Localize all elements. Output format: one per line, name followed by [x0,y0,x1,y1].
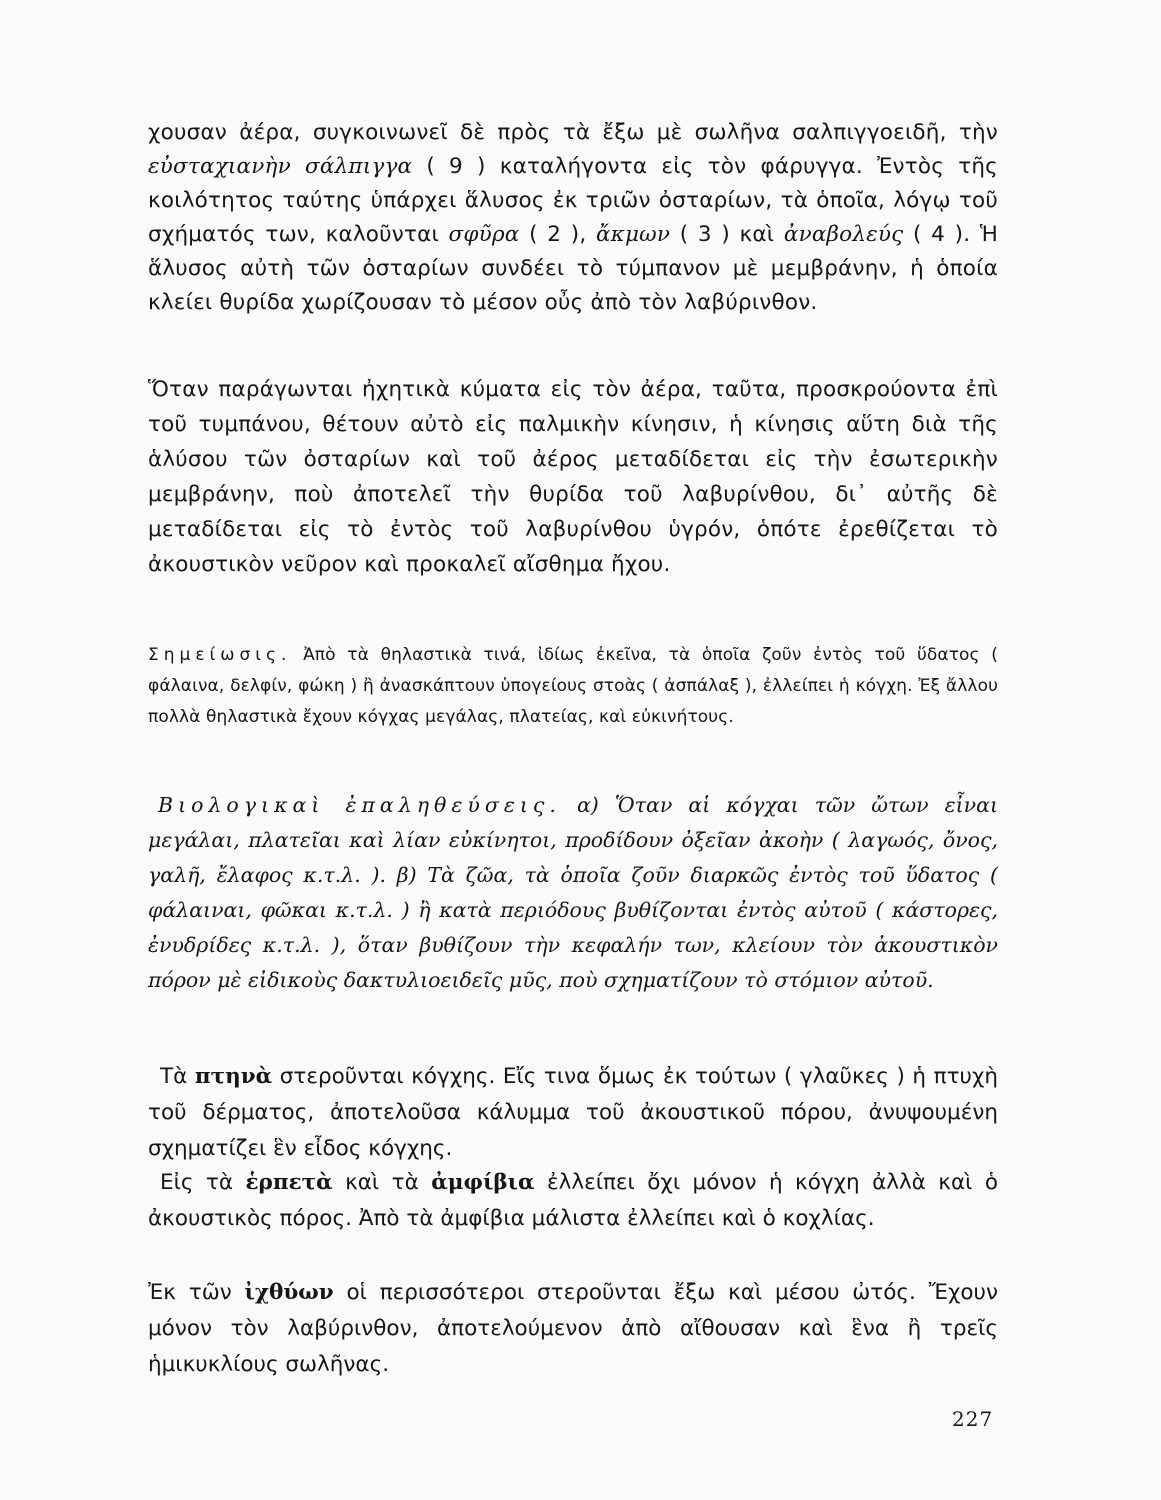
text: ( 4 ). Ἡ ἅλυσος αὐτὴ τῶν ὀσταρίων συνδέει τὸ τύμπανον μὲ μεμβράνην, ἡ ὁποία κλείει θυρίδα χωρίζουσαν τὸ μέσον οὖς ἀπὸ τὸν λαβύρινθον. [148,222,998,315]
paragraph-biological-verifications [148,788,998,998]
text: Ἐκ τῶν [148,1280,245,1305]
text: Εἰς τὰ [160,1170,246,1195]
term-amphibians: ἀμφίβια [431,1170,535,1195]
bio-heading: Βιολογικαὶ ἐπαληθεύσεις. [158,793,561,817]
text: ἐλλείπει ὄχι μόνον ἡ κόγχη ἀλλὰ καὶ ὁ ἀκουστικὸς πόρος. Ἀπὸ τὰ ἀμφίβια μάλιστα ἐλλείπει καὶ ὁ κοχλίας. [148,1170,998,1231]
paragraph-reptiles-amphibians [148,1165,998,1237]
note-paragraph [148,640,998,733]
paragraph-middle-ear [148,116,998,320]
text: χουσαν ἀέρα, συγκοινωνεῖ δὲ πρὸς τὰ ἔξω μὲ σωλῆνα σαλπιγγοειδῆ, τὴν [148,120,998,145]
paragraph-fish [148,1275,998,1383]
term-incus: ἄκμων [595,222,671,247]
term-eustachian-tube: εὐσταχιανὴν σάλπιγγα [148,154,413,179]
text: στεροῦνται κόγχης. Εἴς τινα ὅμως ἐκ τούτων ( γλαῦκες ) ἡ πτυχὴ τοῦ δέρματος, ἀποτελοῦσα κάλυμμα τοῦ ἀκουστικοῦ πόρου, ἀνυψουμένη σχηματίζει ἓν εἶδος κόγχης. [148,1064,999,1161]
text: ( 3 ) καὶ [670,222,784,247]
term-reptiles: ἑρπετὰ [245,1170,333,1195]
note-label: Σημείωσις. [148,645,292,665]
paragraph-birds [148,1059,998,1167]
page-number: 227 [952,1407,994,1431]
term-stapes: ἀναβολεύς [783,222,904,247]
term-malleus: σφῦρα [448,222,520,247]
bio-text: α) Ὅταν αἱ κόγχαι τῶν ὤτων εἶναι μεγάλαι, πλατεῖαι καὶ λίαν εὐκίνητοι, προδίδουν ὀξεῖαν ἀκοὴν ( λαγωός, ὄνος, γαλῆ, ἔλαφος κ.τ.λ. ). β) Τὰ ζῶα, τὰ ὁποῖα ζοῦν διαρκῶς ἐντὸς τοῦ ὕδατος ( φάλαιναι, φῶκαι κ.τ.λ. ) ἢ κατὰ περιόδους βυθίζονται ἐντὸς αὐτοῦ ( κάστορες, ἐνυδρίδες κ.τ.λ. ), ὅταν βυθίζουν τὴν κεφαλήν των, κλείουν τὸν ἀκουστικὸν πόρον μὲ εἰδικοὺς δακτυλιοειδεῖς μῦς, ποὺ σχηματίζουν τὸ στόμιον αὐτοῦ. [148,793,998,992]
text: Τὰ [160,1064,195,1089]
text: καὶ τὰ [332,1170,432,1195]
text: οἱ περισσότεροι στεροῦνται ἔξω καὶ μέσου ὠτός. Ἔχουν μόνον τὸν λαβύρινθον, ἀποτελούμενον ἀπὸ αἴθουσαν καὶ ἓνα ἢ τρεῖς ἡμικυκλίους σωλῆνας. [148,1280,998,1377]
term-birds: πτηνὰ [194,1064,273,1089]
text: ( 2 ), [519,222,596,247]
note-text: Ἀπὸ τὰ θηλαστικὰ τινά, ἰδίως ἐκεῖνα, τὰ ὁποῖα ζοῦν ἐντὸς τοῦ ὕδατος ( φάλαινα, δελφίν, φώκη ) ἢ ἀνασκάπτουν ὑπογείους στοὰς ( ἀσπάλαξ ), ἐλλείπει ἡ κόγχη. Ἐξ ἄλλου πολλὰ θηλαστικὰ ἔχουν κόγχας μεγάλας, πλατείας, καὶ εὐκινήτους. [148,645,998,727]
paragraph-sound-transmission: Ὅταν παράγωνται ἠχητικὰ κύματα εἰς τὸν ἀέρα, ταῦτα, προσκρούοντα ἐπὶ τοῦ τυμπάνου, θέτουν αὐτὸ εἰς παλμικὴν κίνησιν, ἡ κίνησις αὕτη διὰ τῆς ἁλύσου τῶν ὀσταρίων καὶ τοῦ ἀέρος μεταδίδεται εἰς τὴν ἐσωτερικὴν μεμβράνην, ποὺ ἀποτελεῖ τὴν θυρίδα τοῦ λαβυρίνθου, δι᾿ αὐτῆς δὲ μεταδίδεται εἰς τὸ ἐντὸς τοῦ λαβυρίνθου ὑγρόν, ὁπότε ἐρεθίζεται τὸ ἀκουστικὸν νεῦρον καὶ προκαλεῖ αἴσθημα ἤχου. [148,377,998,577]
term-fish: ἰχθύων [244,1280,334,1305]
text: ( 9 ) καταλήγοντα εἰς τὸν φάρυγγα. Ἐντὸς τῆς κοιλότητος ταύτης ὑπάρχει ἅλυσος ἐκ τριῶν ὀσταρίων, τὰ ὁποῖα, λόγῳ τοῦ σχήματός των, καλοῦνται [148,154,998,247]
